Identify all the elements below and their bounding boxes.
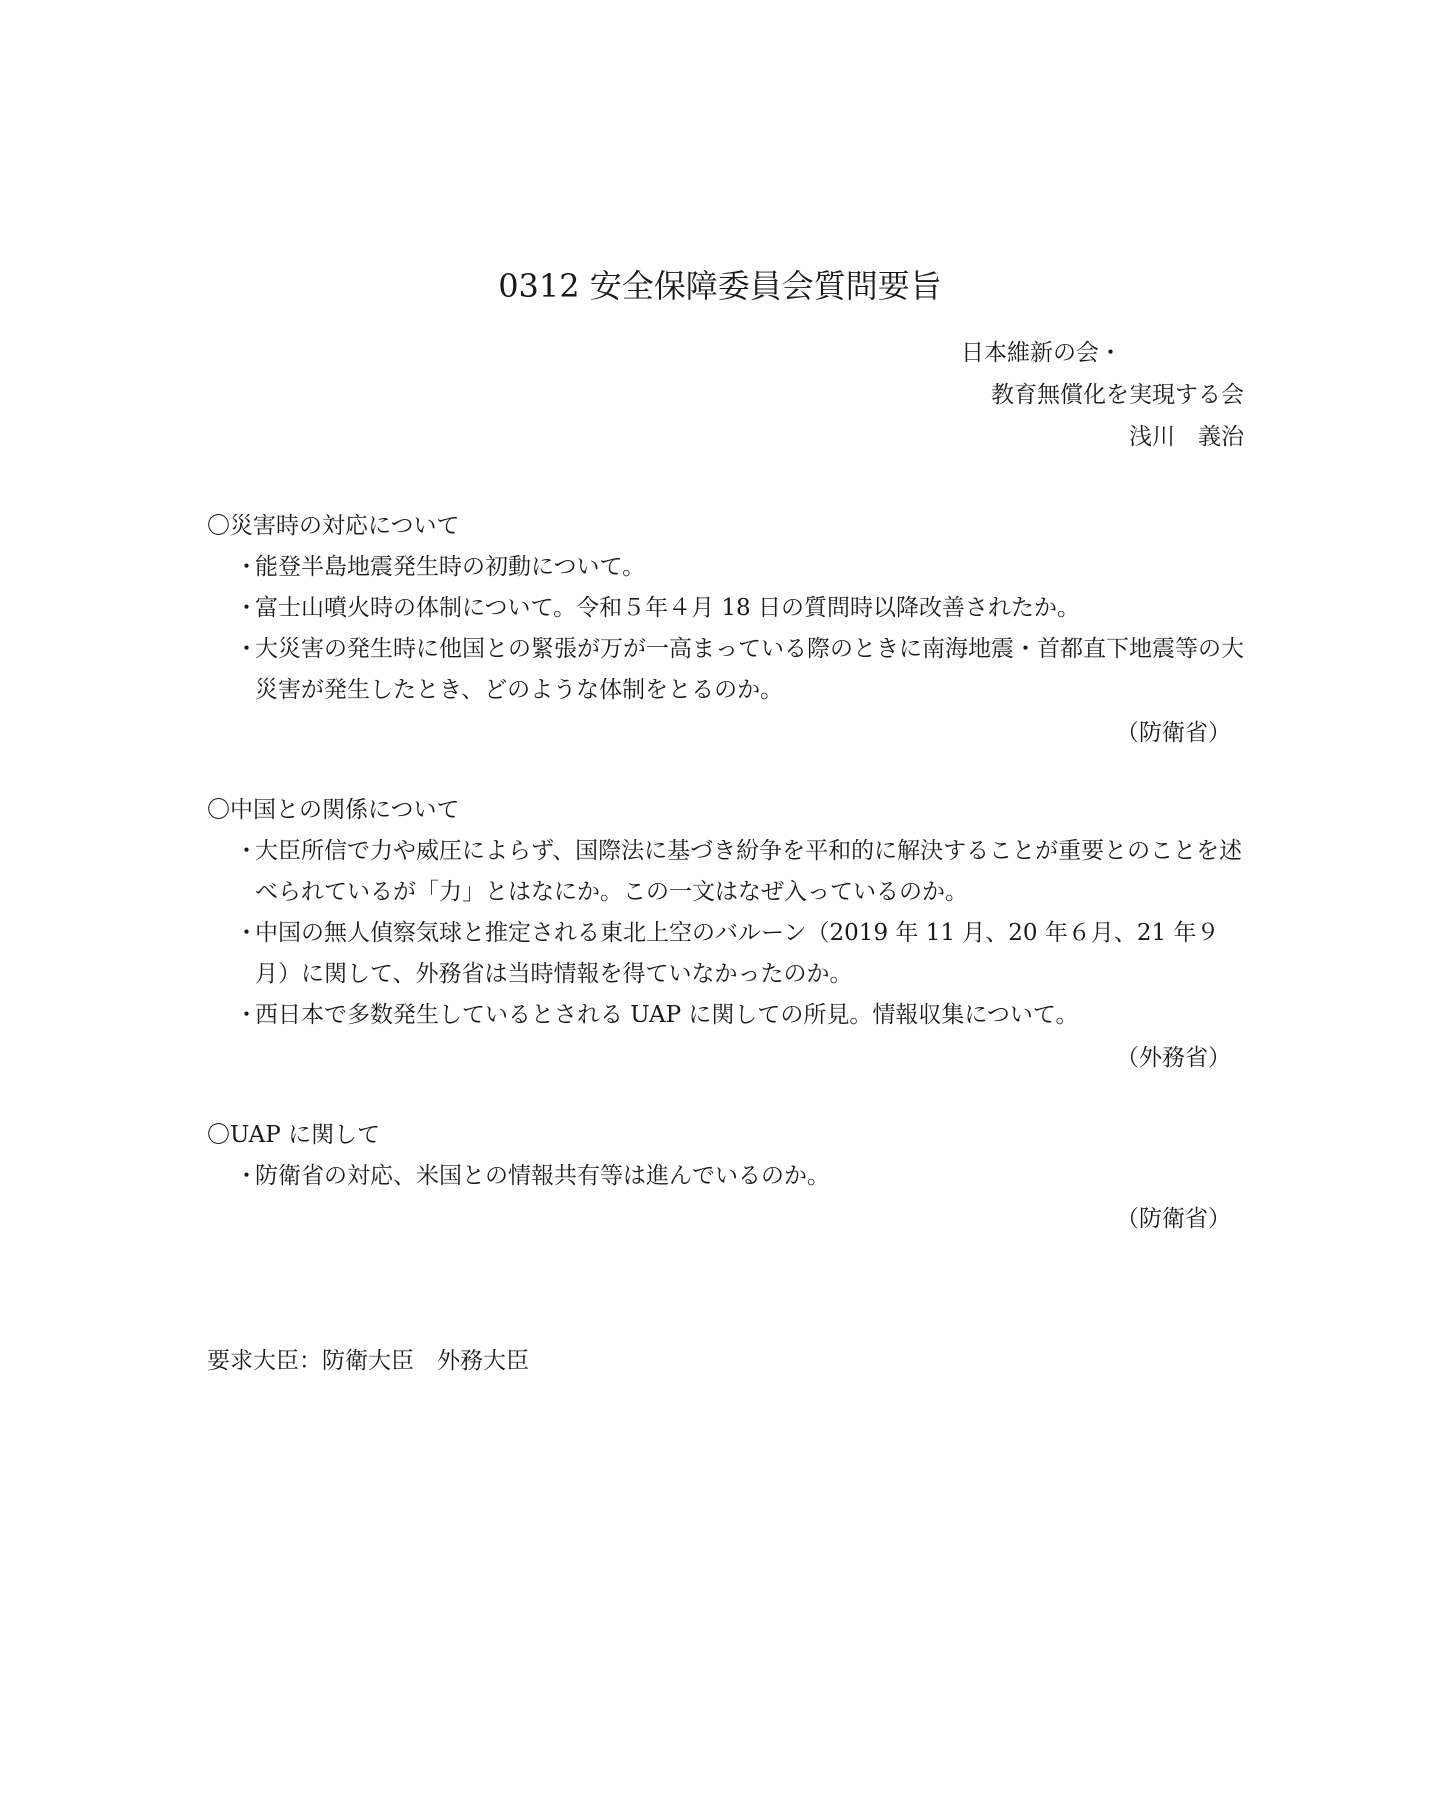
requested-ministers: 要求大臣：防衛大臣 外務大臣 xyxy=(207,1348,529,1374)
bullet-mark: ・ xyxy=(235,920,258,946)
section-heading: 〇UAP に関して xyxy=(207,1122,381,1148)
question-item xyxy=(207,588,1247,629)
question-item xyxy=(207,995,1247,1036)
section-uap xyxy=(207,1114,1247,1239)
ministry-label: （外務省） xyxy=(1116,1045,1231,1071)
author-party-line2: 教育無償化を実現する会 xyxy=(991,382,1244,408)
page-title: 0312 安全保障委員会質問要旨 xyxy=(498,267,942,305)
question-item xyxy=(207,1156,1247,1197)
question-list xyxy=(207,1156,1247,1197)
section-heading: 〇災害時の対応について xyxy=(207,513,460,539)
question-text: 大臣所信で力や威圧によらず、国際法に基づき紛争を平和的に解決することが重要とのことを述べられているが「力」とはなにか。この一文はなぜ入っているのか。 xyxy=(255,838,1243,905)
question-text: 西日本で多数発生しているとされる UAP に関しての所見。情報収集について。 xyxy=(255,1002,1079,1028)
ministry-label: （防衛省） xyxy=(1116,720,1231,746)
question-item xyxy=(207,547,1247,588)
author-block xyxy=(961,332,1244,458)
bullet-mark: ・ xyxy=(235,1002,258,1028)
question-text: 中国の無人偵察気球と推定される東北上空のバルーン（2019 年 11 月、20 年６月、21 年９月）に関して、外務省は当時情報を得ていなかったのか。 xyxy=(255,920,1220,987)
section-disaster-response xyxy=(207,505,1247,753)
ministry-label: （防衛省） xyxy=(1116,1206,1231,1232)
author-name: 浅川 義治 xyxy=(1129,424,1244,450)
bullet-mark: ・ xyxy=(235,595,258,621)
bullet-mark: ・ xyxy=(235,554,258,580)
bullet-mark: ・ xyxy=(235,636,258,662)
question-list xyxy=(207,831,1247,1036)
question-text: 富士山噴火時の体制について。令和５年４月 18 日の質問時以降改善されたか。 xyxy=(255,595,1080,621)
question-item xyxy=(207,913,1247,995)
question-item xyxy=(207,629,1247,711)
question-item xyxy=(207,831,1247,913)
document-body xyxy=(207,505,1247,1239)
bullet-mark: ・ xyxy=(235,838,258,864)
section-china-relations xyxy=(207,789,1247,1078)
question-text: 能登半島地震発生時の初動について。 xyxy=(255,554,646,580)
author-party-line1: 日本維新の会・ xyxy=(961,340,1122,366)
bullet-mark: ・ xyxy=(235,1163,258,1189)
question-text: 大災害の発生時に他国との緊張が万が一高まっている際のときに南海地震・首都直下地震等の大災害が発生したとき、どのような体制をとるのか。 xyxy=(255,636,1244,703)
question-text: 防衛省の対応、米国との情報共有等は進んでいるのか。 xyxy=(255,1163,830,1189)
section-heading: 〇中国との関係について xyxy=(207,797,460,823)
question-list xyxy=(207,547,1247,711)
